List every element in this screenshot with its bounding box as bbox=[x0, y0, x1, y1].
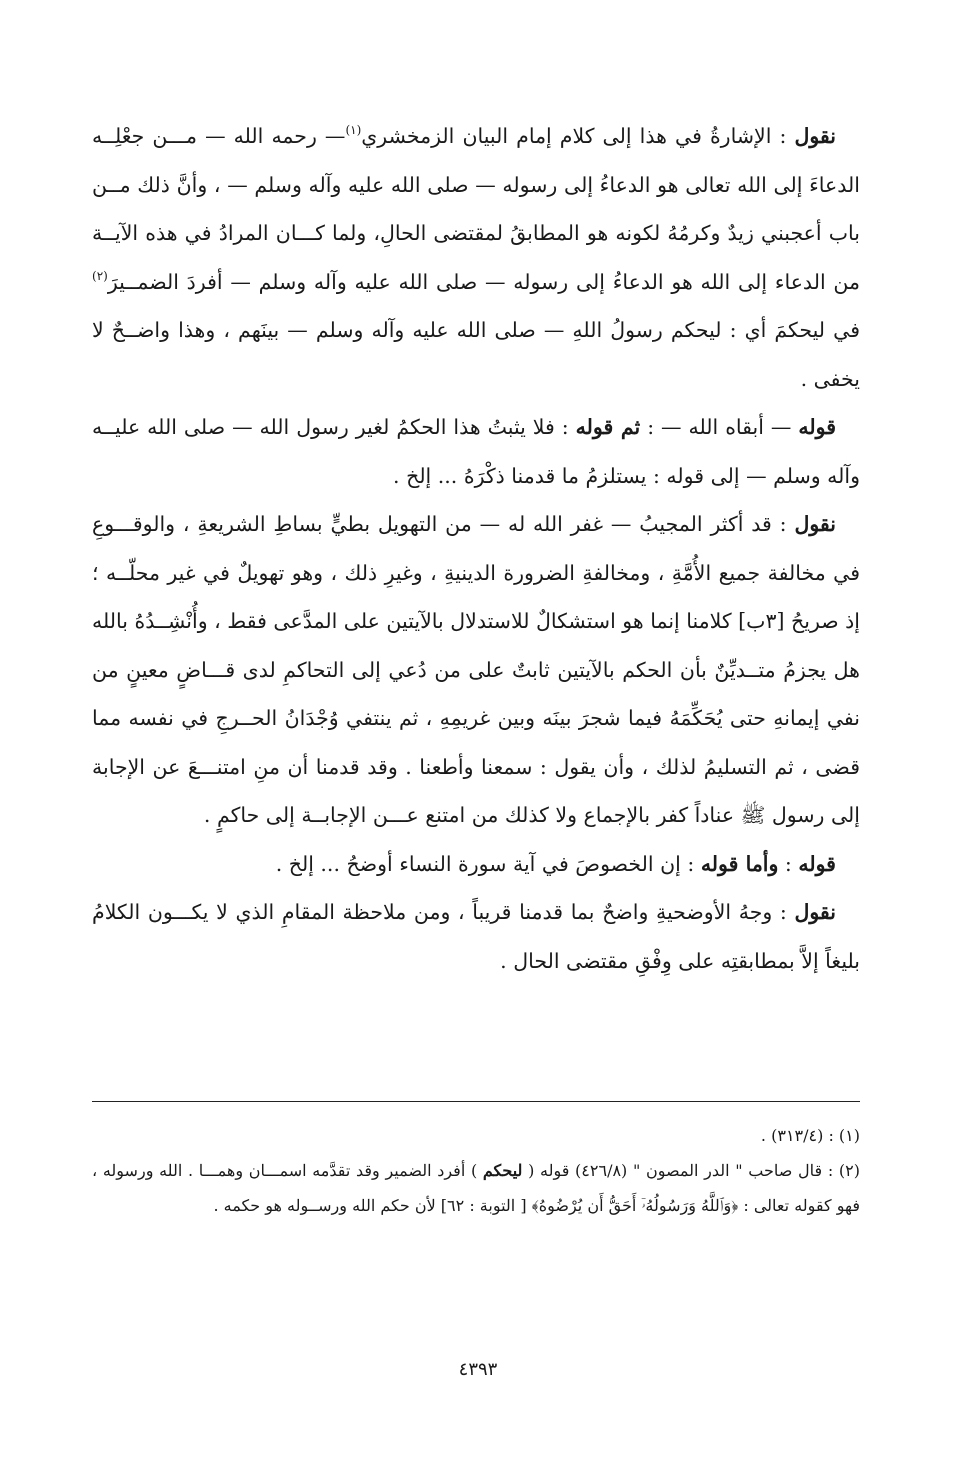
paragraph-text: : وجهُ الأوضحيةِ واضحٌ بما قدمنا قريباً ، ومن ملاحظة المقامِ الذي لا يكـــون الكلامُ بليغاً إلاَّ بمطابقتِه على وِفْقِ مقتضى الحال . bbox=[92, 900, 860, 973]
paragraph-text: : الإشارةُ في هذا إلى كلام إمام البيان الزمخشري bbox=[361, 124, 795, 148]
paragraph-text: : فلا يثبتُ هذا الحكمُ لغير رسول الله — صلى الله عليــه وآله وسلم — إلى قوله : يستلزمُ ما قدمنا ذكْرَهُ ... إلخ . bbox=[92, 415, 860, 488]
paragraph-2 bbox=[92, 403, 860, 500]
paragraph-text: — أبقاه الله — : bbox=[640, 415, 799, 439]
page-number: ٤٣٩٣ bbox=[458, 1359, 498, 1380]
footnote-text: ) أفرد الضمير وقد تقدَّمه اسمـــان وهمـــا . الله ورسوله ، فهو كقوله تعالى : ﴿وَٱللَّهُ وَرَسُولُهُۥٓ أَحَقُّ أَن يُرْضُوهُ﴾ [ التوبة : ٦٢] لأن حكم الله ورســوله هو حكمه . bbox=[92, 1161, 860, 1215]
paragraph-label: نقول bbox=[794, 900, 836, 924]
footnote-ref-1: (١) bbox=[345, 123, 362, 137]
paragraph-label: ثم قوله bbox=[575, 415, 641, 439]
main-text bbox=[92, 112, 860, 985]
paragraph-1 bbox=[92, 112, 860, 403]
paragraph-text: في ليحكمَ أي : ليحكم رسولُ اللهِ — صلى الله عليه وآله وسلم — بينَهم ، وهذا واضــحٌ لا يخفى . bbox=[92, 318, 860, 391]
footnote-divider bbox=[92, 1101, 860, 1102]
paragraph-text: : bbox=[778, 851, 799, 876]
paragraph-4 bbox=[92, 840, 860, 889]
footnote-text: (٢) : قال صاحب " الدر المصون " (٤٢٦/٨) قوله ( bbox=[522, 1161, 861, 1180]
paragraph-label: نقول bbox=[794, 512, 836, 536]
paragraph-text: : قد أكثر المجيبُ — غفر الله له — من التهويل بطيٍّ بساطِ الشريعةِ ، والوقـــوعِ في مخالفة جميع الأُمَّةِ ، ومخالفةِ الضرورة الدينيةِ ، وغيرِ ذلك ، وهو تهويلٌ في غير محلّــه ؛ إذ صريحُ [٣ب] كلامنا إنما هو استشكالٌ للاستدلال بالآيتين على المدَّعى فقط ، وأُنْشِــدُهُ بالله هل يجزمُ متــديِّنٌ بأن الحكم بالآيتين ثابتٌ على من دُعي إلى التحاكمِ لدى قـــاضٍ معينٍ من نفي إيمانهِ حتى يُحَكِّمَهُ فيما شجرَ بينَه وبين غريمِهِ ، ثم ينتفي وُجْدَانُ الحــرجِ في نفسه مما قضى ، ثم التسليمُ لذلك ، وأن يقول : سمعنا وأطعنا . وقد قدمنا أن منِ امتنـــعَ عن الإجابة إلى رسول ﷺ عناداً كفر بالإجماع ولا كذلك من امتنع عـــن الإجابــة إلى حاكمٍ . bbox=[92, 512, 861, 827]
paragraph-label: قوله bbox=[798, 415, 837, 439]
paragraph-text: — رحمه الله — مـــن جعْلِــه الدعاءَ إلى الله تعالى هو الدعاءُ إلى رسوله — صلى الله عليه وآله وسلم — ، وأنَّ ذلك مــن باب أعجبني زيدٌ وكرمُهُ لكونه هو المطابقُ لمقتضى الحالِ، ولما كـــان المرادُ في هذه الآيــة من الدعاء إلى الله هو الدعاءُ إلى رسوله — صلى الله عليه وآله وسلم — أفردَ الضمــيرَ bbox=[92, 124, 860, 294]
paragraph-label: وأما قوله bbox=[700, 851, 779, 876]
footnote-ref-2: (٢) bbox=[92, 268, 108, 283]
paragraph-text: : إن الخصوصَ في آية سورة النساء أوضحُ ... إلخ . bbox=[275, 851, 701, 876]
paragraph-5 bbox=[92, 888, 860, 985]
footnote-1: (١) : (٣١٣/٤) . bbox=[760, 1126, 860, 1145]
footnote-2 bbox=[92, 1153, 860, 1223]
paragraph-label: قوله bbox=[798, 851, 836, 876]
footnote-emphasis: ليحكم bbox=[482, 1161, 523, 1180]
footnotes bbox=[92, 1118, 860, 1223]
paragraph-3 bbox=[92, 500, 860, 840]
paragraph-label: نقول bbox=[794, 124, 836, 148]
